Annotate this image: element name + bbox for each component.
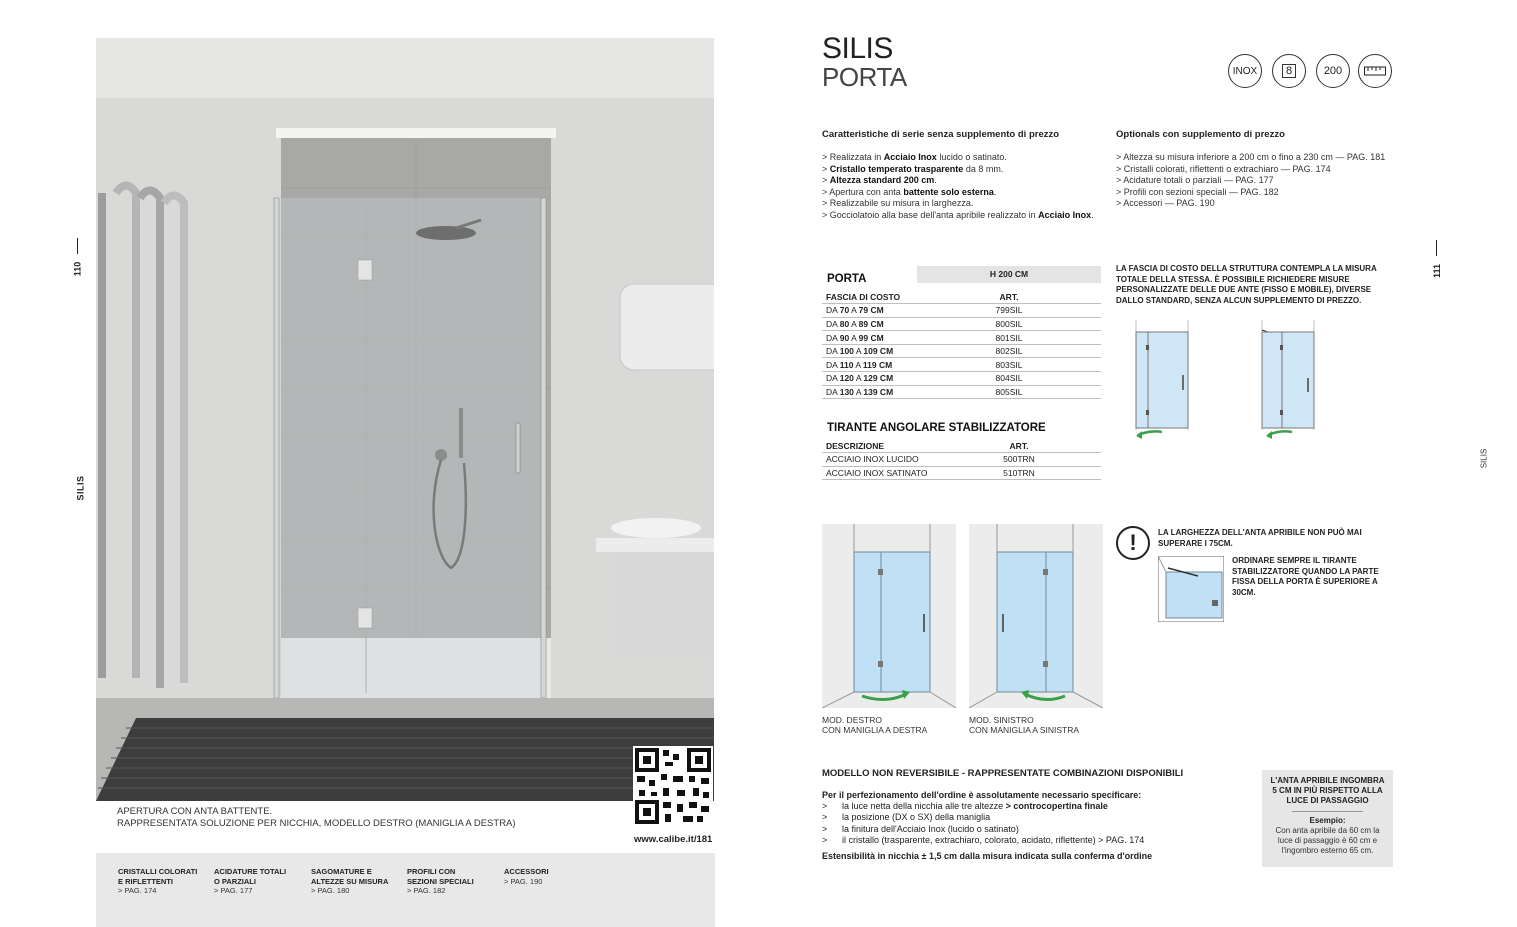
warning-tirante: ORDINARE SEMPRE IL TIRANTE STABILIZZATORE QUANDO LA PARTE FISSA DELLA PORTA È SUPERIORE A 30CM. xyxy=(1232,556,1379,597)
porta-table xyxy=(822,290,1101,399)
left-page-number-line xyxy=(77,238,78,254)
cost-note: LA FASCIA DI COSTO DELLA STRUTTURA CONTEMPLA LA MISURA TOTALE DELLA STESSA. È POSSIBILE RICHIEDERE MISURE PERSONALIZZATE DELLE DUE ANTE (FISSO E MOBILE), DIVERSE DALLO STANDARD, SENZA ALCUN SUPPLEMENTO DI PREZZO. xyxy=(1116,264,1377,305)
non-reversible-heading: MODELLO NON REVERSIBILE - RAPPRESENTATE COMBINAZIONI DISPONIBILI xyxy=(822,768,1184,779)
door-diagram-destro xyxy=(822,524,956,708)
optional-item: > Acidature totali o parziali — PAG. 177 xyxy=(1116,175,1274,185)
right-page-number: 111 xyxy=(1432,263,1443,279)
inox-icon: INOX xyxy=(1228,54,1262,88)
ruler-glyph xyxy=(1364,66,1386,76)
order-item: > la finitura dell'Acciaio Inox (lucido o satinato) xyxy=(822,823,1019,834)
optionals-heading: Optionals con supplemento di prezzo xyxy=(1116,129,1285,140)
order-item: > la luce netta della nicchia alle tre altezze > controcopertina finale xyxy=(822,801,1108,812)
left-page-number: 110 xyxy=(72,261,83,277)
optional-item: > Accessori — PAG. 190 xyxy=(1116,198,1215,208)
mod-destro-caption: MOD. DESTRO CON MANIGLIA A DESTRA xyxy=(822,715,928,735)
table-row: FASCIA DI COSTO ART. xyxy=(822,290,1101,304)
features-heading: Caratteristiche di serie senza supplemento di prezzo xyxy=(822,129,1060,140)
door-diagram-sinistro xyxy=(969,524,1103,708)
photo-caption-line: RAPPRESENTATA SOLUZIONE PER NICCHIA, MODELLO DESTRO (MANIGLIA A DESTRA) xyxy=(117,818,516,829)
tirante-diagram xyxy=(1158,556,1224,622)
qr-code-icon xyxy=(633,746,713,826)
order-item: > la posizione (DX o SX) della maniglia xyxy=(822,812,991,823)
photo-caption xyxy=(117,806,516,830)
table-row: ACCIAIO INOX LUCIDO 500TRN xyxy=(822,453,1101,467)
option-etching: ACIDATURE TOTALI O PARZIALI > PAG. 177 xyxy=(214,867,287,895)
table-row: DA 80 A 89 CM 800SIL xyxy=(822,317,1101,331)
info-box-divider xyxy=(1292,811,1363,812)
table-row: DA 70 A 79 CM 799SIL xyxy=(822,304,1101,318)
order-intro: Per il perfezionamento dell'ordine è assolutamente necessario specificare: xyxy=(822,790,1142,800)
tirante-table-title: TIRANTE ANGOLARE STABILIZZATORE xyxy=(827,422,1046,434)
qr-url[interactable]: www.calibe.it/181 xyxy=(634,834,713,845)
door-diagram-custom-2 xyxy=(1244,320,1339,440)
option-accessories: ACCESSORI > PAG. 190 xyxy=(504,867,549,886)
left-side-label: SILIS xyxy=(75,475,86,501)
order-instructions xyxy=(822,790,1152,862)
product-title: SILIS xyxy=(822,32,893,65)
option-colored-glass: CRISTALLI COLORATI E RIFLETTENTI > PAG. 174 xyxy=(118,867,198,895)
order-item: > il cristallo (trasparente, extrachiaro, colorato, acidato, riflettente) > PAG. 174 xyxy=(822,834,1145,845)
right-page-number-line xyxy=(1436,240,1437,256)
optionals-list xyxy=(1116,152,1385,210)
table-row: DA 100 A 109 CM 802SIL xyxy=(822,344,1101,358)
qr-code[interactable] xyxy=(633,746,713,826)
option-shaping: SAGOMATURE E ALTEZZE SU MISURA > PAG. 180 xyxy=(311,867,389,895)
table-row: DA 110 A 119 CM 803SIL xyxy=(822,358,1101,372)
optional-item: > Cristalli colorati, riflettenti o extrachiaro — PAG. 174 xyxy=(1116,163,1331,174)
feature-item: > Realizzabile su misura in larghezza. xyxy=(822,198,974,208)
tirante-table xyxy=(822,439,1101,480)
optional-item: > Profili con sezioni speciali — PAG. 182 xyxy=(1116,186,1279,197)
table-row: DA 90 A 99 CM 801SIL xyxy=(822,331,1101,345)
table-row: ACCIAIO INOX SATINATO 510TRN xyxy=(822,466,1101,480)
mod-sinistro-caption: MOD. SINISTRO CON MANIGLIA A SINISTRA xyxy=(969,715,1080,735)
porta-table-title: PORTA xyxy=(827,273,867,285)
height-icon: 200 xyxy=(1316,54,1350,88)
feature-item: > Realizzata in Acciaio Inox lucido o satinato. xyxy=(822,152,1007,162)
features-list xyxy=(822,152,1094,221)
photo-caption-line: APERTURA CON ANTA BATTENTE. xyxy=(117,806,273,817)
feature-item: > Cristallo temperato trasparente da 8 mm. xyxy=(822,163,1004,174)
shower-photo-illustration xyxy=(96,38,714,801)
warning-icon: ! xyxy=(1116,526,1150,560)
extensibility-note: Estensibilità in nicchia ± 1,5 cm dalla misura indicata sulla conferma d'ordine xyxy=(822,851,1153,862)
ruler-icon xyxy=(1358,54,1392,88)
options-band xyxy=(96,853,715,927)
right-side-label: SILIS xyxy=(1479,448,1489,469)
product-subtitle: PORTA xyxy=(822,62,907,92)
table-row: DESCRIZIONE ART. xyxy=(822,439,1101,453)
optional-item: > Altezza su misura inferiore a 200 cm o fino a 230 cm — PAG. 181 xyxy=(1116,152,1386,162)
option-profiles: PROFILI CON SEZIONI SPECIALI > PAG. 182 xyxy=(407,867,474,895)
table-row: DA 130 A 139 CM 805SIL xyxy=(822,385,1101,399)
warning-width: LA LARGHEZZA DELL'ANTA APRIBILE NON PUÒ MAI SUPERARE I 75CM. xyxy=(1158,528,1362,548)
table-row: DA 120 A 129 CM 804SIL xyxy=(822,372,1101,386)
feature-item: > Altezza standard 200 cm. xyxy=(822,175,937,185)
info-box: L'ANTA APRIBILE INGOMBRA 5 CM IN PIÙ RISPETTO ALLA LUCE DI PASSAGGIO Esempio: Con anta apribile da 60 cm la luce di passaggio è 60 cm e l'ingombro esterno 65 cm. xyxy=(1262,770,1393,867)
glass-thickness-icon: 8 xyxy=(1272,54,1306,88)
porta-height-header: H 200 CM xyxy=(917,266,1101,283)
feature-item: > Apertura con anta battente solo esterna. xyxy=(822,186,997,197)
door-diagram-custom-1 xyxy=(1118,320,1208,440)
shower-photo xyxy=(96,38,714,801)
feature-item: > Gocciolatoio alla base dell'anta apribile realizzato in Acciaio Inox. xyxy=(822,209,1094,220)
